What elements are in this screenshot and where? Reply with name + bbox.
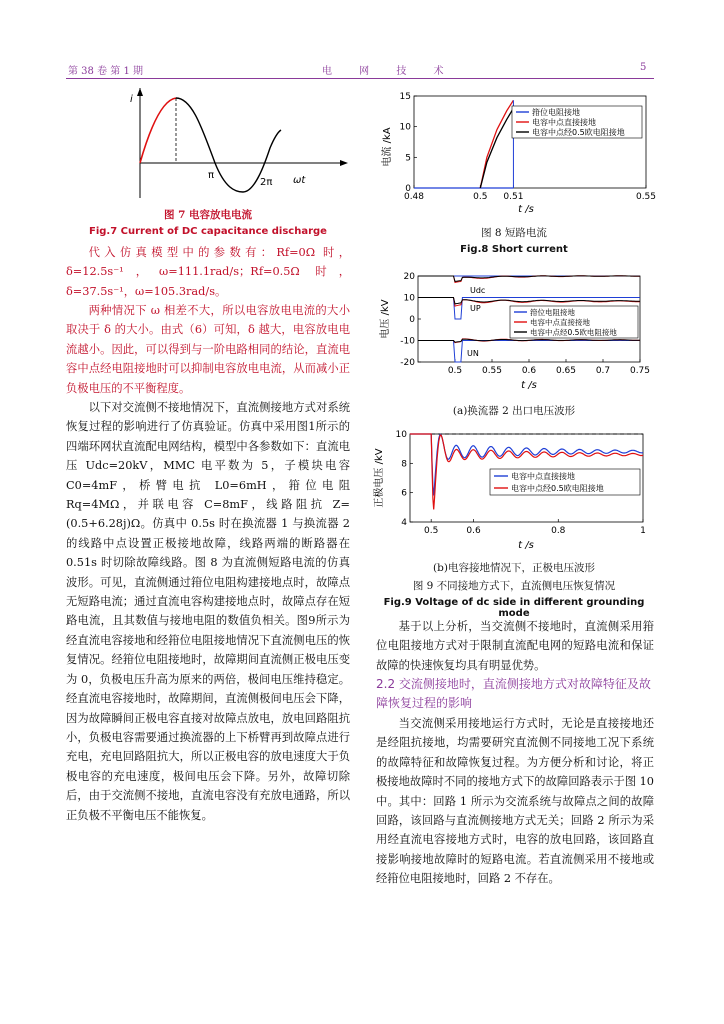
fig7-2pi-label: 2π [260,177,273,188]
fig8-ytick-label: 15 [399,92,411,102]
fig9a-legend-1: 箝位电阻接地 [530,308,575,317]
fig7-wt-label: ωt [293,175,306,186]
fig9a-legend-3: 电容中点经0.5欧电阻接地 [530,328,617,337]
fig9a-xtick-label: 0.7 [595,366,611,376]
left-para-1: 代入仿真模型中的参数有：Rf=0Ω 时，δ=12.5s⁻¹，ω=111.1rad/s；Rf=0.5Ω 时，δ=37.5s⁻¹，ω=105.3rad/s。 [66,246,350,298]
fig9a-xlabel: t /s [521,380,537,391]
fig8-legend [512,106,642,138]
fig9a-xtick-label: 0.5 [447,366,463,376]
fig9b-xtick-label: 0.6 [466,526,481,536]
fig9a-udc-res [418,276,640,282]
fig9b-xtick-label: 0.8 [551,526,566,536]
fig8-xtick-label: 0.5 [473,192,488,202]
fig8-ytick-label: 10 [399,122,411,133]
header-journal: 电 网 技 术 [322,66,456,77]
fig9a-caption: (a)换流器 2 出口电压波形 [452,405,576,417]
fig8-xtick-label: 0.51 [503,192,524,202]
fig8-chart [376,92,656,217]
fig8-caption-en: Fig.8 Short current [460,244,568,255]
fig9a-ytick-label: -20 [400,358,415,368]
fig9a-ytick-label: 10 [403,293,415,304]
fig9b-ylabel: 正极电压 /kV [374,448,385,508]
section-2-2-heading: 2.2 交流侧接地时，直流侧接地方式对故障特征及故障恢复过程的影响 [376,677,651,710]
header-rule [66,78,654,79]
right-para-2: 当交流侧采用接地运行方式时，无论是直接接地还是经阻抗接地，均需要研究直流侧不同接地工况下系统的故障特征和故障恢复过程。为方便分析和讨论，将正极接地故障时不同的接地方式下的故障回路表示于图 10 中。其中：回路 1 所示为交流系统与故障点之间的故障回路，该回路与直流侧接地方式无关；回路 2 所示为采用经直流电容接地方式时，电容的放电回路，该回路直接影响接地故障时的短路电流。若直流侧采用不接地或经箝位电阻接地时，回路 2 不存在。 [376,717,654,886]
fig9a-ylabel: 电压 /kV [380,299,391,339]
fig9a-legend-2: 电容中点直接接地 [530,318,590,327]
fig8-caption-cn: 图 8 短路电流 [481,227,547,239]
fig8-ylabel: 电流 /kA [382,127,393,167]
fig9-caption-cn: 图 9 不同接地方式下，直流侧电压恢复情况 [412,580,616,592]
fig7-sine-plot [110,88,350,208]
fig8-series-2 [480,100,513,188]
fig9b-ytick-label: 10 [395,430,407,440]
fig9a-udc-label: Udc [470,286,486,295]
fig9a-un-clamp [418,341,640,363]
fig9b-xlabel: t /s [518,540,534,551]
fig9b-caption: (b)电容接地情况下，正极电压波形 [433,562,595,574]
fig9a-xtick-label: 0.6 [521,366,537,376]
fig9b-xtick-label: 0.5 [424,526,439,536]
left-para-3: 以下对交流侧不接地情况下，直流侧接地方式对系统恢复过程的影响进行了仿真验证。仿真中采用图1所示的四端环网状直流配电网结构，模型中各参数如下：直流电压 Udc=20kV，MMC 电平数为 5，子模块电容 C0=4mF，桥臂电抗 L0=6mH，箝位电阻 Rq=4MΩ，并联电容 C=8mF，线路阻抗 Z=(0.5+6.28j)Ω。仿真中 0.5s 时在换流器 1 与换流器 2 的线路中点设置正极接地故障，线路两端的断路器在 0.51s 时切除故障线路。图 8 为直流侧短路电流的仿真波形。可见，直流侧通过箝位电阻构建接地点时，故障点无短路电流；通过直流电容构建接地点时，故障点存在短路电流，且其数值与接地电阻的数值负相关。图9所示为经直流电容接地和经箝位电阻接地情况下直流侧电压的恢复情况。经箝位电阻接地时，故障期间直流侧正极电压变为 0，负极电压升高为原来的两倍，极间电压维持稳定。经直流电容接地时，故障期间，直流侧极间电压会下降，因为故障瞬间正极电容直接对故障点放电，放电回路阻抗小，负极电容需要通过换流器的上下桥臂再到故障点进行充电，充电回路阻抗大，所以正极电容的放电速度大于负极电容的充电速度，极间电压会下降。另外，故障切除后，由于交流侧不接地，直流电容没有充放电通路，所以正负极不平衡电压不能恢复。 [66,401,350,822]
fig7-red-curve [140,98,176,163]
fig9b-chart [368,428,658,556]
fig8-legend-2: 电容中点直接接地 [532,118,596,127]
fig9b-legend-2: 电容中点经0.5欧电阻接地 [511,484,604,493]
fig8-xlabel: t /s [518,204,534,215]
fig7-caption-en: Fig.7 Current of DC capacitance discharge [89,226,327,237]
fig9b-legend-1: 电容中点直接接地 [511,472,575,481]
fig7-pi-label: π [208,170,215,181]
fig8-ytick-label: 0 [405,184,411,194]
fig8-xtick-label: 0.55 [635,192,656,202]
header-page-number: 5 [640,62,647,73]
fig8-legend-1: 箝位电阻接地 [532,108,580,117]
fig9a-xtick-label: 0.65 [555,366,577,376]
fig9a-up-label: UP [470,304,481,313]
fig8-xtick-label: 0.48 [403,192,425,202]
fig9b-xtick-label: 1 [640,526,646,536]
fig9a-ytick-label: -10 [400,336,415,347]
fig9a-un-label: UN [467,349,479,358]
fig9b-ytick-label: 6 [401,488,407,499]
fig7-caption-cn: 图 7 电容放电电流 [163,209,253,221]
fig9a-xtick-label: 0.55 [481,366,503,376]
fig9b-legend [490,469,640,495]
fig9a-ytick-label: 20 [403,272,415,282]
fig9-caption-en: Fig.9 Voltage of dc side in different grounding mode [383,597,645,619]
fig9b-ytick-label: 8 [401,459,407,470]
fig8-legend-3: 电容中点经0.5欧电阻接地 [532,128,625,137]
fig8-series-3 [480,108,513,188]
right-para-1: 基于以上分析，当交流侧不接地时，直流侧采用箝位电阻接地方式对于限制直流配电网的短路电流和保证故障的快速恢复均具有明显优势。 [376,620,654,672]
fig9a-ytick-label: 0 [409,315,415,325]
header-volume: 第 38 卷 第 1 期 [68,66,143,77]
left-para-2: 两种情况下 ω 相差不大，所以电容放电电流的大小取决于 δ 的大小。由式（6）可知，δ 越大，电容放电电流越小。因此，可以得到与一阶电路相同的结论，直流电容中点经电阻接地时可以抑制电容放电电流，从而减小正负极电压的不平衡程度。 [66,304,350,395]
fig7-i-label: i [130,94,133,105]
fig9a-xtick-label: 0.75 [629,366,651,376]
fig9a-chart [372,266,657,396]
fig9b-ytick-label: 4 [401,518,407,528]
fig9a-up-res [418,298,640,304]
fig8-ytick-label: 5 [405,153,411,164]
fig9a-legend [510,306,638,338]
